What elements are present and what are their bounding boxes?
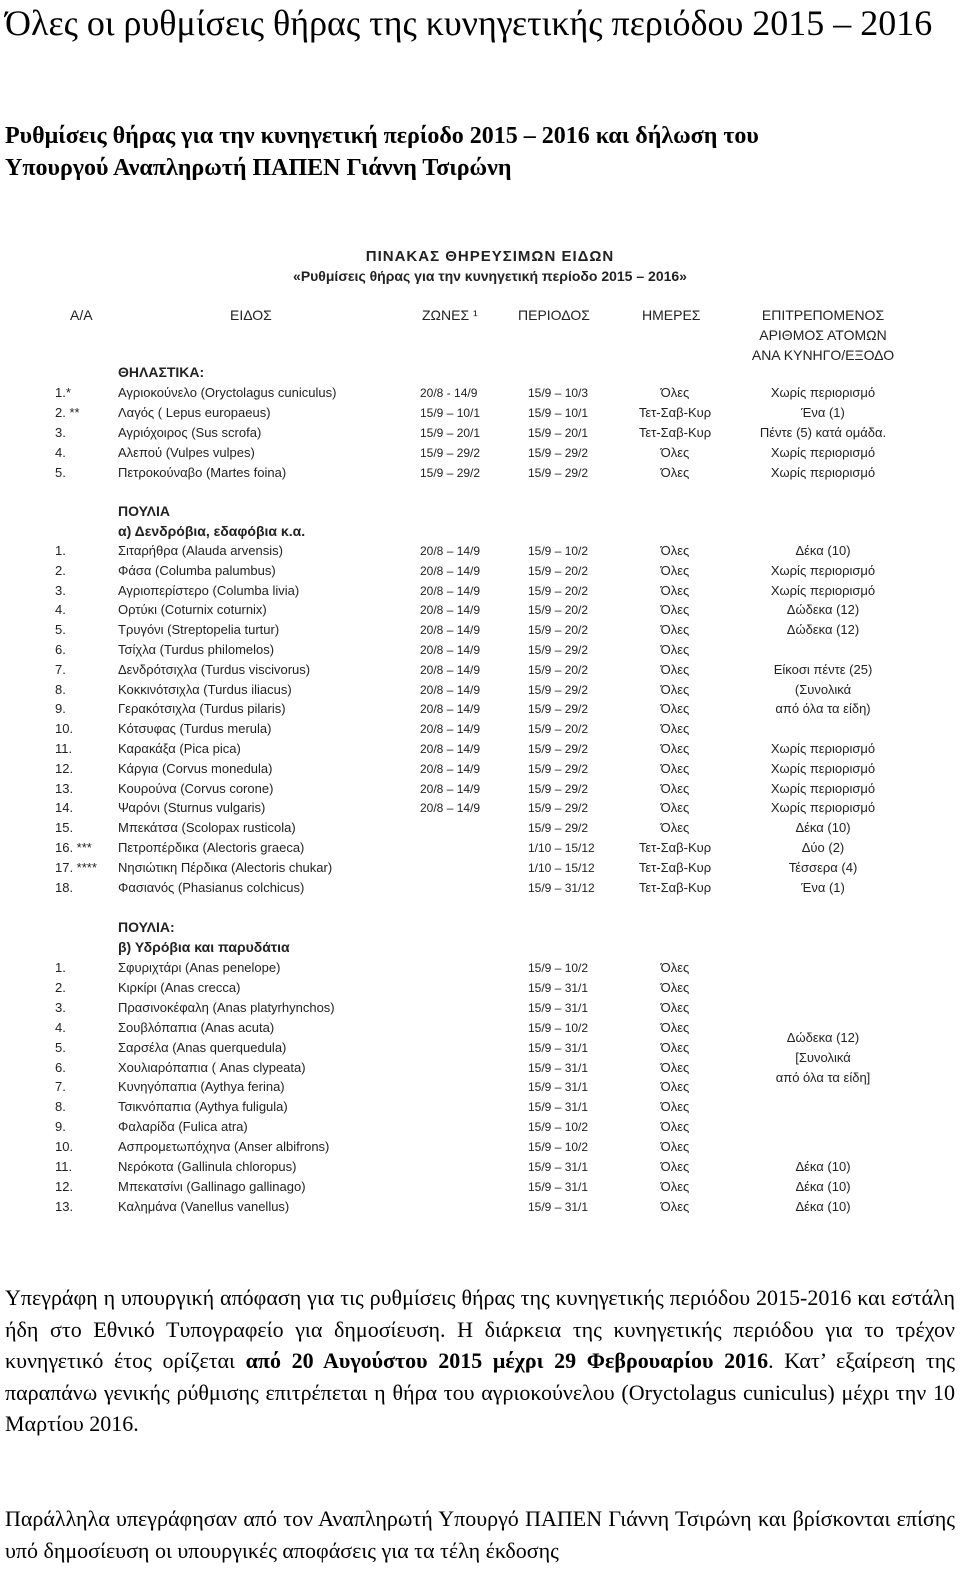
hunting-days: Όλες (660, 543, 690, 558)
page-title: Όλες οι ρυθμίσεις θήρας της κυνηγετικής περιόδου 2015 – 2016 (5, 3, 933, 43)
row-number: 11. (55, 1159, 73, 1174)
hunting-days: Όλες (660, 582, 690, 598)
species-name: Κουρούνα (Corvus corone) (118, 780, 274, 796)
bag-limit: Δώδεκα (12) (786, 602, 860, 618)
period-dates: 15/9 – 29/2 (528, 801, 589, 816)
zone-dates: 20/8 – 14/9 (420, 682, 481, 697)
bag-limit: Δύο (2) (801, 840, 845, 855)
period-dates: 15/9 – 20/2 (528, 623, 589, 638)
species-name: Μπεκάτσα (Scolopax rusticola) (118, 820, 296, 836)
table-row (50, 1117, 930, 1137)
bag-limit: Δέκα (10) (795, 1159, 851, 1174)
table-row (50, 878, 930, 898)
table-row (50, 463, 930, 483)
period-dates: 15/9 – 29/2 (528, 466, 589, 480)
hunting-days: Όλες (660, 1099, 690, 1115)
period-dates: 15/9 – 31/1 (528, 1080, 589, 1095)
hunting-days: Όλες (660, 465, 690, 480)
zone-dates: 20/8 – 14/9 (420, 603, 481, 618)
table-row (50, 680, 930, 700)
table-row (50, 1137, 930, 1157)
bag-limit: Δέκα (10) (795, 543, 851, 558)
species-name: Καρακάξα (Pica pica) (118, 741, 241, 756)
zone-dates: 15/9 – 29/2 (420, 446, 481, 460)
row-number: 14. (55, 800, 74, 816)
period-dates: 1/10 – 15/12 (528, 860, 595, 875)
hunting-days: Όλες (660, 780, 690, 796)
species-name: Ορτύκι (Coturnix coturnix) (118, 602, 267, 618)
zone-dates: 20/8 – 14/9 (420, 563, 481, 578)
hunting-days: Όλες (660, 1079, 690, 1095)
birds-b-note-line-3: από όλα τα είδη] (775, 1070, 871, 1085)
row-number: 7. (55, 1079, 66, 1095)
decision-text-end: . Κατ’ εξαίρεση της παραπάνω γενικής ρύθμισης επιτρέπεται η θήρα του αγριοκούνελου (Oryctolagus cuniculus) μέχρι την 10 Μαρτίου 2016. (5, 1348, 955, 1436)
species-name: Αγριόχοιρος (Sus scrofa) (118, 425, 262, 440)
period-dates: 15/9 – 10/3 (528, 386, 589, 400)
row-number: 4. (55, 602, 66, 618)
species-name: Σφυριχτάρι (Anas penelope) (118, 960, 281, 975)
period-dates: 15/9 – 31/1 (528, 1000, 589, 1015)
period-dates: 15/9 – 31/1 (528, 1160, 589, 1174)
subtitle (5, 120, 955, 184)
species-name: Αλεπού (Vulpes vulpes) (118, 445, 255, 460)
table-row (50, 779, 930, 799)
header-limit (738, 305, 908, 365)
row-number: 5. (55, 465, 66, 480)
header-aa: Α/Α (70, 307, 93, 323)
table-row (50, 818, 930, 838)
bag-limit: Χωρίς περιορισμό (770, 582, 876, 598)
bag-limit: (Συνολικά (794, 681, 852, 697)
bag-limit: Χωρίς περιορισμό (770, 780, 876, 796)
bag-limit: Δέκα (10) (795, 820, 851, 836)
period-dates: 15/9 – 29/2 (528, 446, 589, 460)
subtitle-line-2: Υπουργού Αναπληρωτή ΠΑΠΕΝ Γιάννη Τσιρώνη (5, 155, 512, 181)
zone-dates: 20/8 – 14/9 (420, 801, 481, 816)
row-number: 13. (55, 780, 74, 796)
period-dates: 15/9 – 29/2 (528, 742, 589, 756)
hunting-species-table (50, 240, 930, 1240)
hunting-days: Όλες (660, 999, 690, 1015)
row-number: 1. (55, 543, 66, 558)
table-row (50, 1177, 930, 1197)
species-name: Κότσυφας (Turdus merula) (118, 721, 272, 737)
table-row (50, 719, 930, 739)
period-dates: 15/9 – 20/2 (528, 662, 589, 677)
zone-dates: 20/8 – 14/9 (420, 742, 481, 756)
zone-dates: 20/8 – 14/9 (420, 722, 481, 737)
row-number: 5. (55, 1039, 66, 1055)
fees-paragraph: Παράλληλα υπεγράφησαν από τον Αναπληρωτή Υπουργό ΠΑΠΕΝ Γιάννη Τσιρώνη και βρίσκονται επίσης υπό δημοσίευση οι υπουργικές αποφάσεις για τα τέλη έκδοσης (5, 1506, 955, 1563)
row-number: 8. (55, 681, 66, 697)
row-number: 10. (55, 1139, 74, 1155)
hunting-days: Όλες (660, 1059, 690, 1075)
species-name: Νησιώτικη Πέρδικα (Alectoris chukar) (118, 859, 333, 875)
period-dates: 15/9 – 31/1 (528, 1060, 589, 1075)
bag-limit: Χωρίς περιορισμό (770, 445, 876, 460)
row-number: 1. (55, 960, 66, 975)
zone-dates: 20/8 – 14/9 (420, 781, 481, 796)
species-name: Κάργια (Corvus monedula) (118, 760, 273, 776)
hunting-days: Όλες (660, 820, 690, 836)
hunting-days: Όλες (660, 1019, 690, 1035)
hunting-days: Όλες (660, 701, 690, 717)
period-dates: 15/9 – 31/1 (528, 980, 589, 995)
row-number: 4. (55, 445, 66, 460)
table-row (50, 640, 930, 660)
period-dates: 15/9 – 20/2 (528, 563, 589, 578)
header-zones: ΖΩΝΕΣ ¹ (422, 307, 478, 323)
bag-limit: Χωρίς περιορισμό (770, 760, 876, 776)
species-name: Κοκκινότσιχλα (Turdus iliacus) (118, 681, 292, 697)
bag-limit: Δώδεκα (12) (786, 622, 860, 638)
table-title: ΠΙΝΑΚΑΣ ΘΗΡΕΥΣΙΜΩΝ ΕΙΔΩΝ (365, 248, 615, 265)
period-dates: 15/9 – 29/2 (528, 781, 589, 796)
bag-limit: από όλα τα είδη) (775, 701, 871, 717)
table-row (50, 383, 930, 403)
bag-limit: Δέκα (10) (795, 1178, 851, 1194)
zone-dates: 20/8 – 14/9 (420, 761, 481, 776)
row-number: 8. (55, 1099, 66, 1115)
bag-limit: Είκοσι πέντε (25) (773, 661, 873, 677)
header-limit-line-1: ΕΠΙΤΡΕΠΟΜΕΝΟΣ (761, 307, 885, 323)
bag-limit: Χωρίς περιορισμό (770, 741, 876, 756)
period-dates: 15/9 – 20/2 (528, 722, 589, 737)
species-name: Φάσα (Columba palumbus) (118, 562, 276, 578)
period-dates: 1/10 – 15/12 (528, 841, 595, 855)
section-mammals: ΘΗΛΑΣΤΙΚΑ: (118, 364, 205, 380)
species-name: Κυνηγόπαπια (Aythya ferina) (118, 1079, 285, 1095)
row-number: 7. (55, 661, 66, 677)
hunting-days: Όλες (660, 681, 690, 697)
row-number: 15. (55, 820, 74, 836)
period-dates: 15/9 – 10/1 (528, 406, 589, 420)
species-name: Χουλιαρόπαπια ( Anas clypeata) (118, 1059, 306, 1075)
row-number: 12. (55, 1178, 74, 1194)
row-number: 6. (55, 1059, 66, 1075)
row-number: 16. *** (55, 840, 92, 855)
period-dates: 15/9 – 10/2 (528, 1120, 589, 1135)
zone-dates: 20/8 – 14/9 (420, 643, 481, 657)
decision-text-start: Υπεγράφη η υπουργική απόφαση για τις ρυθμίσεις θήρας της κυνηγετικής περιόδου 2015-2016 και εστάλη ήδη στο Εθνικό Τυπογραφείο για δημοσίευση. Η διάρκεια της κυνηγετικής περιόδου για το τρέχον κυνηγετικό έτος ορίζεται (5, 1285, 955, 1373)
zone-dates: 20/8 – 14/9 (420, 702, 481, 717)
bag-limit: Δέκα (10) (795, 1198, 851, 1214)
birds-b-note-line-1: Δώδεκα (12) (786, 1030, 860, 1045)
hunting-days: Όλες (660, 602, 690, 618)
table-row (50, 998, 930, 1018)
species-name: Νερόκοτα (Gallinula chloropus) (118, 1159, 297, 1174)
hunting-days: Όλες (660, 642, 690, 657)
birds-b-note-line-2: [Συνολικά (795, 1050, 851, 1065)
species-name: Ψαρόνι (Sturnus vulgaris) (118, 800, 266, 816)
row-number: 2. (55, 562, 66, 578)
table-row (50, 798, 930, 818)
period-dates: 15/9 – 31/1 (528, 1040, 589, 1055)
hunting-days: Όλες (660, 760, 690, 776)
table-row (50, 858, 930, 878)
zone-dates: 20/8 – 14/9 (420, 544, 481, 558)
period-dates: 15/9 – 10/2 (528, 961, 589, 975)
header-limit-line-2: ΑΡΙΘΜΟΣ ΑΤΟΜΩΝ (759, 327, 887, 343)
row-number: 9. (55, 701, 66, 717)
species-name: Αγριοκούνελο (Oryctolagus cuniculus) (118, 385, 337, 400)
species-name: Πετροκούναβο (Martes foina) (118, 465, 287, 480)
zone-dates: 20/8 – 14/9 (420, 583, 481, 598)
hunting-days: Όλες (660, 741, 690, 756)
period-dates: 15/9 – 31/1 (528, 1179, 589, 1194)
species-name: Τσικνόπαπια (Aythya fuligula) (118, 1099, 288, 1115)
table-row (50, 660, 930, 680)
period-dates: 15/9 – 31/1 (528, 1100, 589, 1115)
species-name: Πρασινοκέφαλη (Anas platyrhynchos) (118, 999, 335, 1015)
hunting-days: Όλες (660, 445, 690, 460)
row-number: 13. (55, 1198, 74, 1214)
hunting-days: Όλες (660, 622, 690, 638)
species-name: Σιταρήθρα (Alauda arvensis) (118, 543, 283, 558)
table-row (50, 600, 930, 620)
header-days: ΗΜΕΡΕΣ (642, 307, 701, 323)
bag-limit: Ένα (1) (801, 879, 845, 895)
species-name: Καλημάνα (Vanellus vanellus) (118, 1198, 290, 1214)
zone-dates: 15/9 – 10/1 (420, 406, 481, 420)
hunting-days: Όλες (660, 385, 690, 400)
period-dates: 15/9 – 20/1 (528, 426, 589, 440)
period-dates: 15/9 – 29/2 (528, 821, 589, 836)
species-name: Σαρσέλα (Anas querquedula) (118, 1039, 287, 1055)
period-dates: 15/9 – 10/2 (528, 544, 589, 558)
zone-dates: 15/9 – 29/2 (420, 466, 481, 480)
table-row (50, 1197, 930, 1217)
table-row (50, 541, 930, 561)
subtitle-line-1: Ρυθμίσεις θήρας για την κυνηγετική περίοδο 2015 – 2016 και δήλωση του (5, 123, 759, 149)
table-row (50, 620, 930, 640)
row-number: 3. (55, 425, 66, 440)
zone-dates: 15/9 – 20/1 (420, 426, 481, 440)
row-number: 2. (55, 979, 66, 995)
species-name: Λαγός ( Lepus europaeus) (118, 405, 271, 420)
table-row (50, 403, 930, 423)
table-row (50, 1157, 930, 1177)
row-number: 10. (55, 721, 74, 737)
bag-limit: Χωρίς περιορισμό (770, 800, 876, 816)
period-dates: 15/9 – 20/2 (528, 603, 589, 618)
hunting-days: Όλες (660, 1139, 690, 1155)
row-number: 6. (55, 642, 66, 657)
table-row (50, 759, 930, 779)
table-row (50, 978, 930, 998)
hunting-days: Όλες (660, 562, 690, 578)
row-number: 3. (55, 582, 66, 598)
hunting-days: Όλες (660, 1159, 690, 1174)
hunting-days: Όλες (660, 721, 690, 737)
species-name: Σουβλόπαπια (Anas acuta) (118, 1019, 275, 1035)
hunting-days: Όλες (660, 979, 690, 995)
species-name: Φαλαρίδα (Fulica atra) (118, 1119, 248, 1135)
species-name: Κιρκίρι (Anas crecca) (118, 979, 241, 995)
species-name: Τρυγόνι (Streptopelia turtur) (118, 622, 280, 638)
hunting-days: Τετ-Σαβ-Κυρ (638, 425, 712, 440)
period-dates: 15/9 – 29/2 (528, 761, 589, 776)
row-number: 4. (55, 1019, 66, 1035)
period-dates: 15/9 – 29/2 (528, 643, 589, 657)
table-row (50, 423, 930, 443)
hunting-days: Τετ-Σαβ-Κυρ (638, 879, 712, 895)
row-number: 1.* (55, 385, 71, 400)
table-row (50, 443, 930, 463)
table-row (50, 699, 930, 719)
table-row (50, 739, 930, 759)
species-name: Ασπρομετωπόχηνα (Anser albifrons) (118, 1139, 330, 1155)
bag-limit: Τέσσερα (4) (788, 859, 858, 875)
zone-dates: 20/8 – 14/9 (420, 662, 481, 677)
header-limit-line-3: ΑΝΑ ΚΥΝΗΓΟ/ΕΞΟΔΟ (751, 347, 895, 363)
row-number: 2. ** (55, 405, 80, 420)
hunting-days: Τετ-Σαβ-Κυρ (638, 405, 712, 420)
bag-limit: Χωρίς περιορισμό (770, 385, 876, 400)
hunting-days: Τετ-Σαβ-Κυρ (638, 840, 712, 855)
hunting-days: Όλες (660, 800, 690, 816)
table-row (50, 838, 930, 858)
zone-dates: 20/8 - 14/9 (420, 386, 478, 400)
bag-limit: Χωρίς περιορισμό (770, 562, 876, 578)
period-dates: 15/9 – 31/1 (528, 1199, 589, 1214)
table-row (50, 581, 930, 601)
hunting-days: Όλες (660, 1198, 690, 1214)
species-name: Γερακότσιχλα (Turdus pilaris) (118, 701, 286, 717)
species-name: Δενδρότσιχλα (Turdus viscivorus) (118, 661, 311, 677)
section-birds-b-subtitle: β) Υδρόβια και παρυδάτια (118, 939, 290, 955)
row-number: 5. (55, 622, 66, 638)
section-birds-a-subtitle: α) Δενδρόβια, εδαφόβια κ.α. (118, 523, 306, 539)
bag-limit: Πέντε (5) κατά ομάδα. (759, 425, 887, 440)
period-dates: 15/9 – 31/12 (528, 880, 595, 895)
header-species: ΕΙΔΟΣ (230, 307, 272, 323)
section-birds-a-title: ΠΟΥΛΙΑ (118, 503, 171, 519)
table-subtitle: «Ρυθμίσεις θήρας για την κυνηγετική περίοδο 2015 – 2016» (293, 268, 687, 284)
section-birds-b-title: ΠΟΥΛΙΑ: (118, 919, 175, 935)
zone-dates: 20/8 – 14/9 (420, 623, 481, 638)
season-dates: από 20 Αυγούστου 2015 μέχρι 29 Φεβρουαρίου 2016 (245, 1348, 769, 1373)
row-number: 9. (55, 1119, 66, 1135)
table-row (50, 958, 930, 978)
species-name: Αγριοπερίστερο (Columba livia) (118, 582, 300, 598)
row-number: 18. (55, 879, 74, 895)
hunting-days: Όλες (660, 1178, 690, 1194)
species-name: Φασιανός (Phasianus colchicus) (118, 879, 305, 895)
hunting-days: Όλες (660, 661, 690, 677)
period-dates: 15/9 – 29/2 (528, 682, 589, 697)
row-number: 12. (55, 760, 74, 776)
species-name: Μπεκατσίνι (Gallinago gallinago) (118, 1178, 306, 1194)
species-name: Πετροπέρδικα (Alectoris graeca) (118, 840, 305, 855)
hunting-days: Τετ-Σαβ-Κυρ (638, 859, 712, 875)
period-dates: 15/9 – 10/2 (528, 1140, 589, 1155)
hunting-days: Όλες (660, 960, 690, 975)
table-row (50, 561, 930, 581)
hunting-days: Όλες (660, 1039, 690, 1055)
bag-limit: Χωρίς περιορισμό (770, 465, 876, 480)
period-dates: 15/9 – 10/2 (528, 1020, 589, 1035)
species-name: Τσίχλα (Turdus philomelos) (118, 642, 275, 657)
bag-limit: Ένα (1) (801, 405, 845, 420)
row-number: 3. (55, 999, 66, 1015)
hunting-days: Όλες (660, 1119, 690, 1135)
row-number: 11. (55, 741, 73, 756)
table-row (50, 1097, 930, 1117)
header-period: ΠΕΡΙΟΔΟΣ (518, 307, 590, 323)
decision-paragraph (5, 1282, 955, 1440)
period-dates: 15/9 – 20/2 (528, 583, 589, 598)
period-dates: 15/9 – 29/2 (528, 702, 589, 717)
row-number: 17. **** (55, 859, 97, 875)
